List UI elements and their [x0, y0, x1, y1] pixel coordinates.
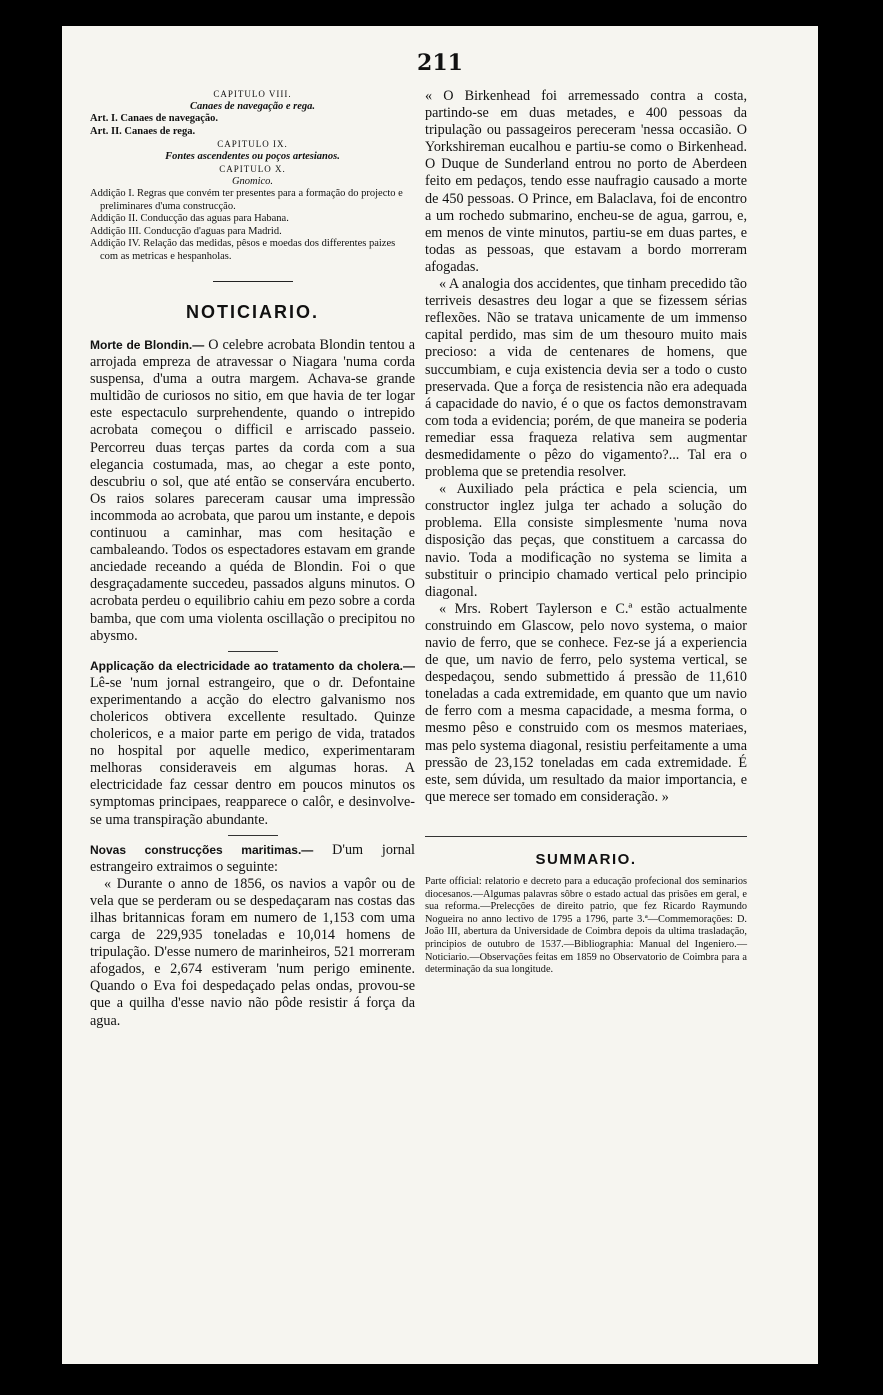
- divider: [213, 281, 293, 282]
- article-maritime-p2: « Durante o anno de 1856, os navios a vapôr ou de vela que se perderam ou se despedaçaram nas costas das ilhas britannicas foram em numero de 1,153 com uma carga de 229,935 toneladas e 10,014 homens de tripulação. D'esse numero de marinheiros, 521 morreram afogados, e 2,674 estiveram 'num perigo eminente. Quando o Eva foi despedaçado pelas ondas, provou-se que a quilha d'esse navio não pôde resistir á força da agua.: [90, 875, 415, 1029]
- article-blondin-title: Morte de Blondin.—: [90, 338, 205, 352]
- page-number: 211: [417, 50, 463, 76]
- left-column: [90, 88, 415, 1030]
- table-of-contents: [90, 88, 415, 263]
- article-electricity-body: Lê-se 'num jornal estrangeiro, que o dr. Defontaine experimentando a acção do electro galvanismo nos cholericos obtivera excellente resultado. Quinze cholericos, e a maior parte em perigo de vida, tratados no hospital por aquelle medico, experimentaram melhoras consideraveis em algumas horas. A electricidade faz cessar dentro em poucos minutos os symptomas principaes, reapparece o calôr, e desinvolve-se uma transpiração abundante.: [90, 674, 415, 828]
- article-blondin: [90, 337, 415, 645]
- article-maritime-p6: « Mrs. Robert Taylerson e C.ª estão actualmente construindo em Glascow, pelo novo systema, o maior navio de ferro, que se conhece. Fez-se já a experiencia de que, um navio de ferro, pelo systema vertical, se despedaçou, sendo submettido á pressão de 11,610 toneladas a cada extremidade, em quanto que um navio de ferro com a mesma capacidade, a mesma forma, o mesmo pêso e construido com os mesmos materiaes, mas pelo systema diagonal, resistiu perfeitamente a uma pressão de 23,152 toneladas em cada extremidade. É este, sem dúvida, um resultado da maior importancia, e que merece ser tomado em consideração. »: [425, 600, 747, 805]
- toc-addition-4: Addição IV. Relação das medidas, pêsos e moedas dos differentes paizes com as metricas e hespanholas.: [90, 238, 396, 262]
- toc-chapter-9-title: Fontes ascendentes ou poços artesianos.: [165, 150, 340, 162]
- article-maritime-p4: « A analogia dos accidentes, que tinham precedido tão terriveis desastres deu logar a que se fizessem sérias reflexões. Não se tratava unicamente de um immenso capital perdido, mas sim de um thesouro muito mais precioso: a vida de centenares de homens, que succumbiam, e cuja existencia devia ser a todo o custo preservada. Que a força de resistencia não era adequada á capacidade do navio, é o que os factos demonstravam com toda a evidencia; porém, de que maneira se poderia remediar essa fraqueza relativa sem augmentar desmedidamente o pêzo do vigamento?... Tal era o problema que se pretendia resolver.: [425, 276, 747, 481]
- article-electricity-title: Applicação da electricidade ao tratamento da cholera.—: [90, 658, 415, 673]
- article-maritime-p3: « O Birkenhead foi arremessado contra a costa, partindo-se em duas metades, e 400 pessoas da tripulação ou passageiros pereceram 'nessa occasião. O Yorkshireman eucalhou e partiu-se como o Birkenhead. O Duque de Sunderland entrou no porto de Aberdeen feito em pedaços, tendo esse naufragio causado a morte de 450 pessoas. O Prince, em Balaclava, foi de encontro a um rochedo submarino, encheu-se de agua, garrou, e, em menos de vinte minutos, partiu-se em duas partes, e todas as pessoas, que estavam a bordo morreram afogadas.: [425, 88, 747, 275]
- article-electricity: [90, 658, 415, 829]
- toc-chapter-9: CAPITULO IX.: [217, 139, 288, 149]
- toc-art-1: Art. I. Canaes de navegação.: [90, 113, 219, 124]
- right-column: [425, 88, 747, 977]
- toc-art-2: Art. II. Canaes de rega.: [90, 125, 196, 137]
- toc-addition-3: Addição III. Conducção d'aguas para Madrid.: [90, 225, 282, 237]
- article-maritime: [90, 842, 415, 876]
- article-blondin-body: O celebre acrobata Blondin tentou a arrojada empreza de atravessar o Niagara 'numa corda suspensa, d'uma a outra margem. Achava-se grande multidão de curiosos no sitio, em que havia de ter logar este espectaculo surprehendente, quando o intrepido acrobata começou o difficil e arriscado passeio. Percorreu duas terças partes da corda com a sua elegancia costumada, mas, ao chegar a este ponto, descubriu o sol, que até então se conservára encuberto. Os raios solares pareceram causar uma impressão incommoda ao acrobata, que parou um instante, e depois continuou a caminhar, mas com hesitação e cambaleando. Todos os espectadores estavam em grande anciedade receando a quéda de Blondin. Foi o que desgraçadamente succedeu, passados alguns minutos. O acrobata perdeu o equilibrio cahiu em pezo sobre a corda bamba, que com uma violenta oscillação o precipitou no abysmo.: [90, 337, 416, 644]
- toc-chapter-8-title: Canaes de navegação e rega.: [189, 100, 316, 112]
- article-maritime-title: Novas construcções maritimas.—: [90, 842, 314, 857]
- toc-chapter-8: CAPITULO VIII.: [213, 89, 292, 99]
- toc-chapter-10: CAPITULO X.: [219, 164, 286, 174]
- toc-chapter-10-title: Gnomico.: [231, 175, 274, 187]
- page: [62, 26, 818, 1364]
- toc-addition-2: Addição II. Conducção das aguas para Habana.: [90, 213, 289, 224]
- divider: [425, 836, 747, 837]
- noticiario-heading: NOTICIARIO.: [186, 302, 319, 322]
- summary-heading: SUMMARIO.: [535, 850, 637, 868]
- article-maritime-body: D'um jornal estrangeiro extraimos o seguinte:: [90, 841, 415, 875]
- summary-text: Parte official: relatorio e decreto para a educação profecional dos seminarios diocesanos.—Algumas palavras sôbre o estado actual das prisões em geral, e sua reforma.—Prelecções de direito patrio, que fez Ricardo Raymundo Nogueira no anno lectivo de 1795 a 1796, parte 3.ª—Commemorações: D. João III, abertura da Universidade de Coimbra depois da ultima trasladação, principios de outubro de 1537.—Bibliographia: Manual del Ingeniero.—Noticiario.—Observações feitas em 1859 no Observatorio de Coimbra para a determinação da sua longitude.: [425, 875, 747, 976]
- divider: [228, 651, 278, 652]
- article-maritime-p5: « Auxiliado pela práctica e pela sciencia, um constructor inglez julga ter achado a solução do problema. Ella consiste simplesmente 'numa nova disposição das peças, que constituem a carcassa do navio. Toda a modificação no systema se limita a substituir o principio chamado vertical pelo principio diagonal.: [425, 481, 747, 600]
- toc-addition-1: Addição I. Regras que convém ter presentes para a formação do projecto e preliminares d'uma construcção.: [90, 188, 403, 212]
- divider: [228, 835, 278, 836]
